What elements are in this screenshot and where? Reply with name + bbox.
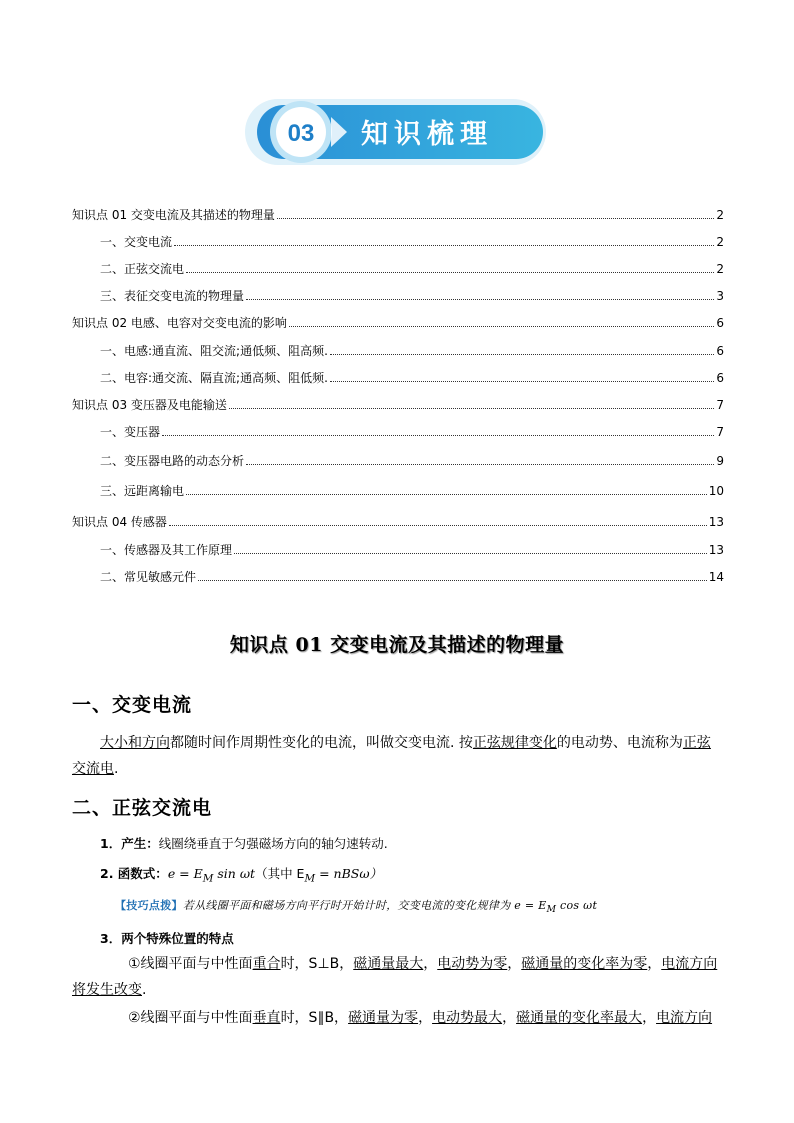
toc-entry[interactable]: 一、电感:通直流、阻交流;通低频、阻高频. 6 xyxy=(100,344,724,358)
toc-entry[interactable]: 一、传感器及其工作原理 13 xyxy=(100,543,724,557)
toc-entry[interactable]: 二、电容:通交流、隔直流;通高频、阻低频. 6 xyxy=(100,371,724,385)
toc-entry[interactable]: 三、表征交变电流的物理量 3 xyxy=(100,289,724,303)
toc-entry[interactable]: 知识点 03 变压器及电能输送 7 xyxy=(72,398,724,412)
toc-entry[interactable]: 三、远距离输电 10 xyxy=(100,484,724,498)
toc-entry[interactable]: 二、变压器电路的动态分析 9 xyxy=(100,454,724,468)
heading-ac: 一、交变电流 xyxy=(72,694,193,716)
item-production: 1．产生：线圈绕垂直于匀强磁场方向的轴匀速转动. xyxy=(100,836,388,851)
banner-number: 03 xyxy=(287,120,315,147)
tip-note: 【技巧点拨】若从线圈平面和磁场方向平行时开始计时，交变电流的变化规律为 $e = E_M$ cos ωt xyxy=(115,899,598,916)
item-special-positions: 3．两个特殊位置的特点 xyxy=(100,931,234,946)
toc-entry[interactable]: 一、变压器 7 xyxy=(100,425,724,439)
toc-entry[interactable]: 知识点 01 交变电流及其描述的物理量 2 xyxy=(72,208,724,222)
banner-title: 知识梳理 xyxy=(361,119,493,150)
section-title: 知识点 01 交变电流及其描述的物理量 xyxy=(229,634,565,656)
toc-entry[interactable]: 二、常见敏感元件 14 xyxy=(100,570,724,584)
toc-entry[interactable]: 知识点 04 传感器 13 xyxy=(72,515,724,529)
ac-definition: 大小和方向都随时间作周期性变化的电流，叫做交变电流. 按正弦规律变化的电动势、电流称为正弦交流电. xyxy=(72,735,711,777)
position-1-text: ①线圈平面与中性面重合时，S⊥B，磁通量最大，电动势为零，磁通量的变化率为零，电流方向将发生改变. xyxy=(72,956,718,998)
position-2-text: ②线圈平面与中性面垂直时，S∥B，磁通量为零，电动势最大，磁通量的变化率最大，电流方向 xyxy=(128,1010,713,1026)
toc-entry[interactable]: 二、正弦交流电 2 xyxy=(100,262,724,276)
item-formula: 2. 函数式：$e = E_M$ sin ωt（其中 $E_M = nBS\omega$） xyxy=(100,866,383,885)
toc-entry[interactable]: 知识点 02 电感、电容对交变电流的影响 6 xyxy=(72,316,724,330)
heading-sine: 二、正弦交流电 xyxy=(72,797,213,819)
knowledge-banner xyxy=(243,97,548,167)
toc-entry[interactable]: 一、交变电流 2 xyxy=(100,235,724,249)
